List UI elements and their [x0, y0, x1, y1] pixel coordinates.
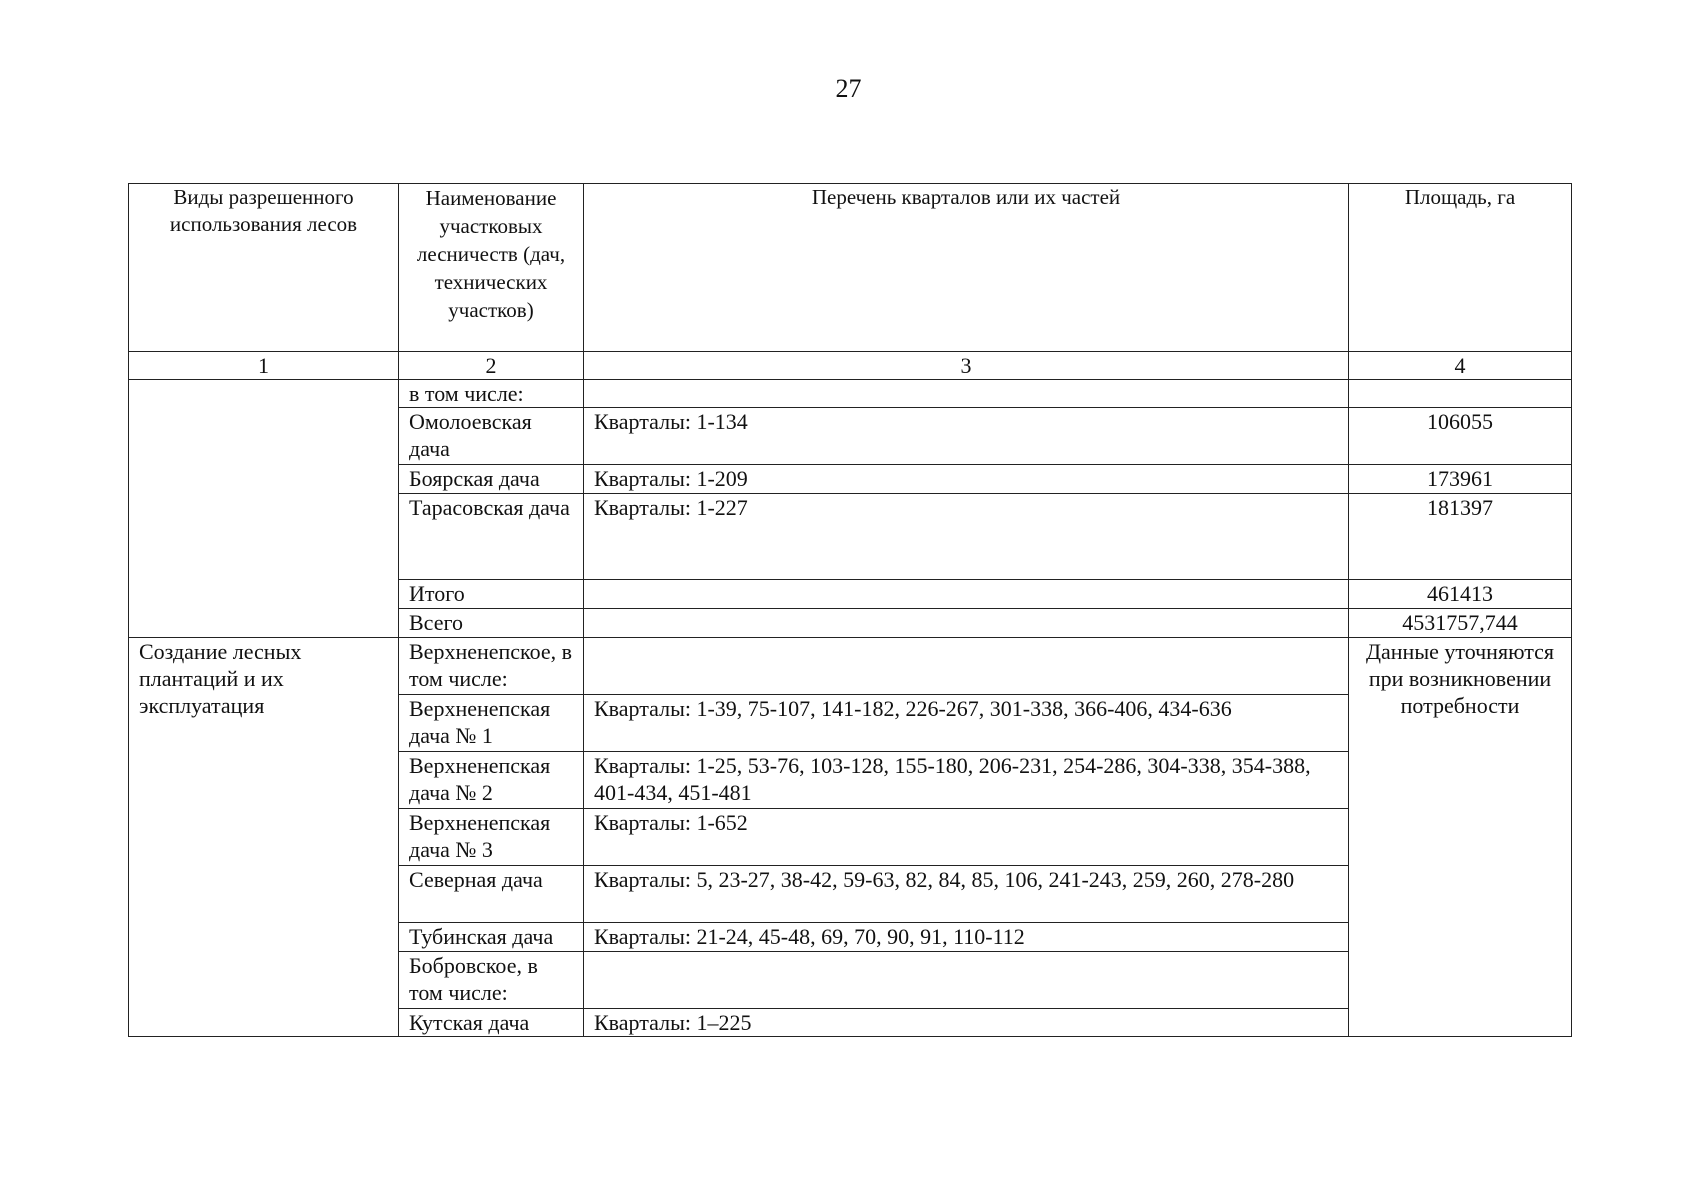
column-number: 1	[129, 352, 399, 380]
column-number: 3	[584, 352, 1349, 380]
table-row	[129, 380, 1572, 408]
column-number: 4	[1349, 352, 1572, 380]
forestry-name-cell: Тубинская дача	[399, 923, 584, 952]
forestry-name-cell: Бобровское, в том числе:	[399, 952, 584, 1009]
area-cell: 173961	[1349, 465, 1572, 494]
quarters-cell	[584, 638, 1349, 695]
quarters-cell	[584, 380, 1349, 408]
table-row	[129, 638, 1572, 695]
quarters-cell: Кварталы: 1-25, 53-76, 103-128, 155-180, 206-231, 254-286, 304-338, 354-388, 401-434, 451-481	[584, 752, 1349, 809]
forestry-name-cell: Верхненепская дача № 1	[399, 695, 584, 752]
forestry-name-cell: в том числе:	[399, 380, 584, 408]
subtotal-label: Итого	[399, 580, 584, 609]
quarters-cell	[584, 952, 1349, 1009]
forestry-name-cell: Боярская дача	[399, 465, 584, 494]
quarters-cell: Кварталы: 1-227	[584, 494, 1349, 580]
column-number-row	[129, 352, 1572, 380]
forestry-name-cell: Кутская дача	[399, 1009, 584, 1037]
total-area: 4531757,744	[1349, 609, 1572, 638]
quarters-cell	[584, 580, 1349, 609]
area-cell: 106055	[1349, 408, 1572, 465]
permitted-use-cell: Создание лесных плантаций и их эксплуатация	[129, 638, 399, 1037]
quarters-cell: Кварталы: 1–225	[584, 1009, 1349, 1037]
header-permitted-use: Виды разрешенного использования лесов	[129, 184, 399, 352]
header-quarters-list: Перечень кварталов или их частей	[584, 184, 1349, 352]
table-header-row	[129, 184, 1572, 352]
forestry-name-cell: Омолоевская дача	[399, 408, 584, 465]
total-label: Всего	[399, 609, 584, 638]
area-cell: 181397	[1349, 494, 1572, 580]
quarters-cell: Кварталы: 21-24, 45-48, 69, 70, 90, 91, 110-112	[584, 923, 1349, 952]
forestry-name-cell: Верхненепское, в том числе:	[399, 638, 584, 695]
forestry-name-cell: Северная дача	[399, 866, 584, 923]
quarters-cell: Кварталы: 1-652	[584, 809, 1349, 866]
forestry-name-cell: Верхненепская дача № 2	[399, 752, 584, 809]
quarters-cell: Кварталы: 5, 23-27, 38-42, 59-63, 82, 84, 85, 106, 241-243, 259, 260, 278-280	[584, 866, 1349, 923]
column-number: 2	[399, 352, 584, 380]
subtotal-area: 461413	[1349, 580, 1572, 609]
area-note-cell: Данные уточняются при возникновении потребности	[1349, 638, 1572, 1037]
page-number: 27	[835, 74, 862, 103]
quarters-cell: Кварталы: 1-39, 75-107, 141-182, 226-267, 301-338, 366-406, 434-636	[584, 695, 1349, 752]
area-cell	[1349, 380, 1572, 408]
quarters-cell: Кварталы: 1-134	[584, 408, 1349, 465]
header-area: Площадь, га	[1349, 184, 1572, 352]
forestry-name-cell: Верхненепская дача № 3	[399, 809, 584, 866]
forestry-name-cell: Тарасовская дача	[399, 494, 584, 580]
header-forestry-name: Наименование участковых лесничеств (дач, технических участков)	[399, 184, 584, 352]
forest-use-table	[128, 183, 1572, 1037]
quarters-cell: Кварталы: 1-209	[584, 465, 1349, 494]
quarters-cell	[584, 609, 1349, 638]
permitted-use-cell	[129, 380, 399, 638]
